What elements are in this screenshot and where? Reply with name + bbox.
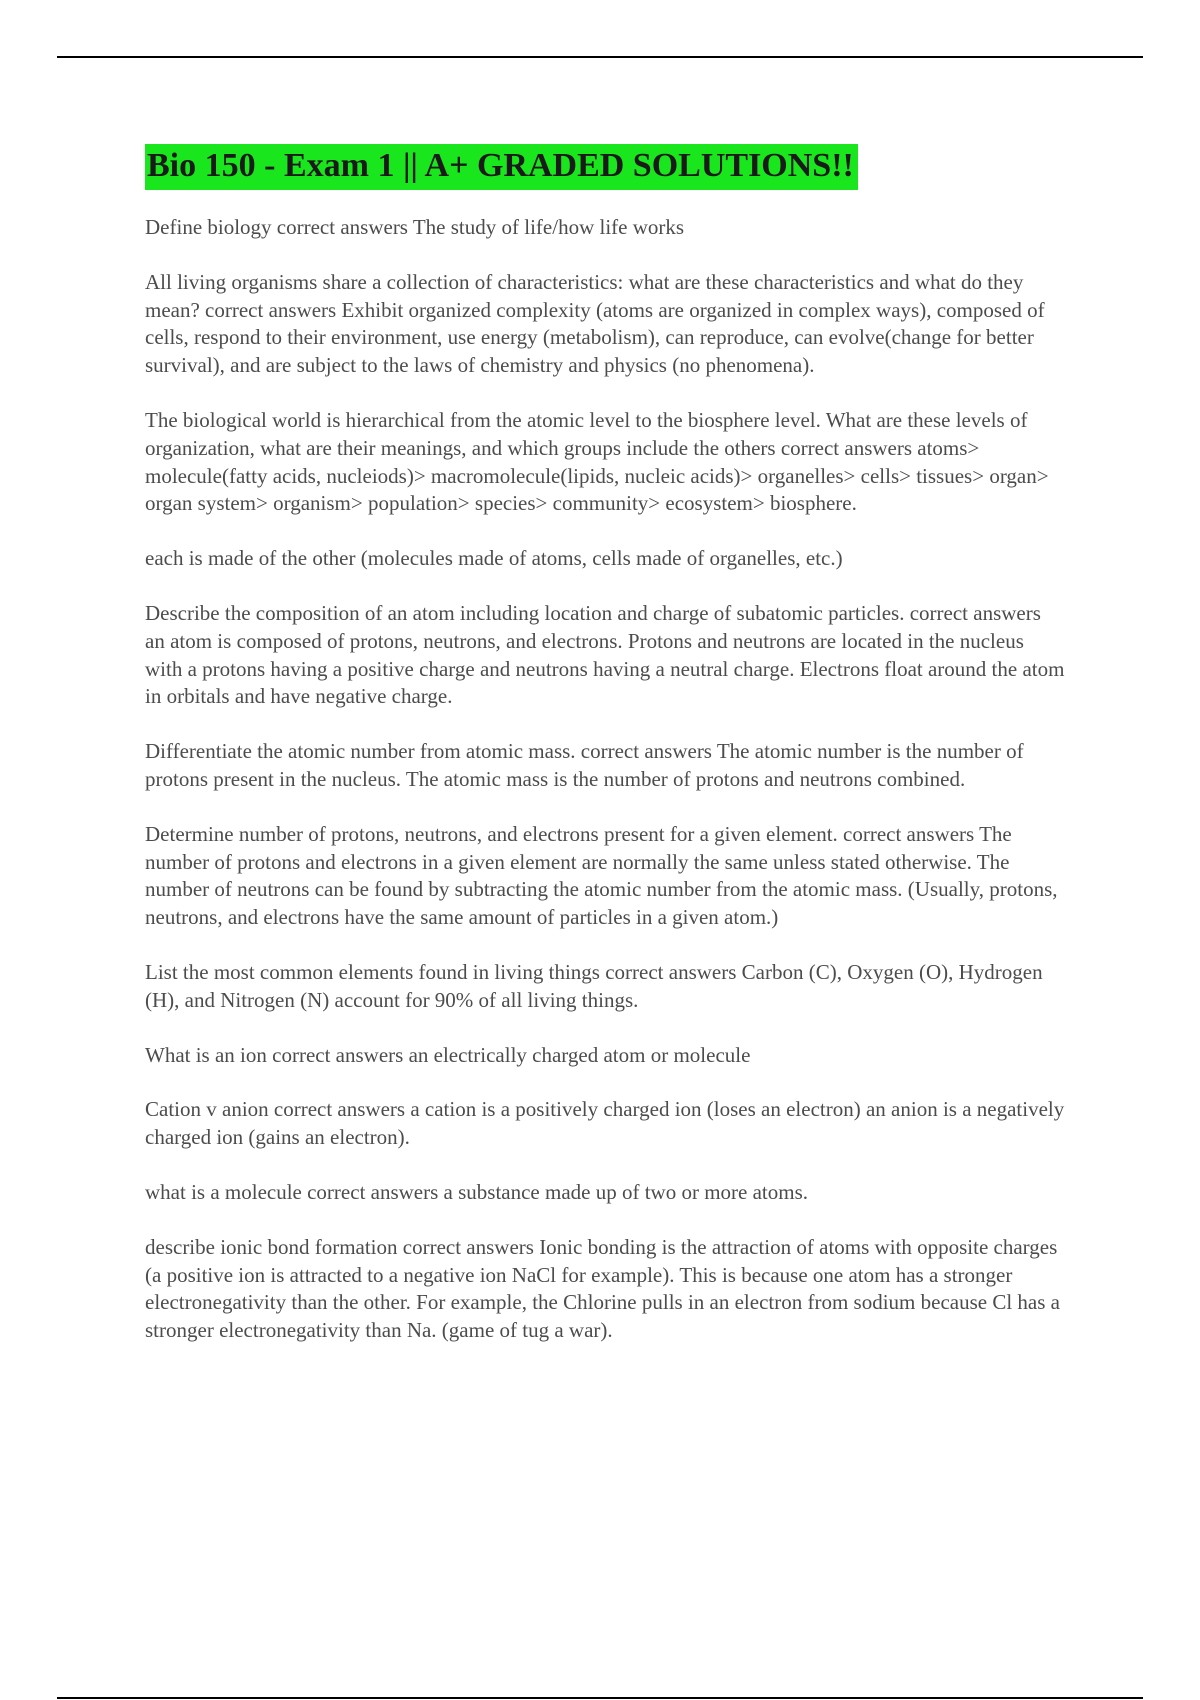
document-title: Bio 150 - Exam 1 || A+ GRADED SOLUTIONS!! [145, 144, 858, 190]
document-body [145, 144, 1065, 1345]
qa-paragraph-cation-anion: Cation v anion correct answers a cation is a positively charged ion (loses an electron) an anion is a negatively charged ion (gains an electron). [145, 1097, 1065, 1150]
qa-paragraph-molecule: what is a molecule correct answers a substance made up of two or more atoms. [145, 1179, 809, 1204]
qa-paragraph-characteristics: All living organisms share a collection of characteristics: what are these characteristics and what do they mean? correct answers Exhibit organized complexity (atoms are organized in complex ways), composed of cells, respond to their environment, use energy (metabolism), can reproduce, can evolve(change for better survival), and are subject to the laws of chemistry and physics (no phenomena). [145, 269, 1045, 378]
qa-paragraph-atomic-number-mass: Differentiate the atomic number from atomic mass. correct answers The atomic number is the number of protons present in the nucleus. The atomic mass is the number of protons and neutrons combined. [145, 739, 1024, 791]
qa-paragraph-atom-composition: Describe the composition of an atom including location and charge of subatomic particles. correct answers an atom is composed of protons, neutrons, and electrons. Protons and neutrons are located in the nucleus with a protons having a positive charge and neutrons having a neutral charge. Electrons float around the atom in orbitals and have negative charge. [145, 600, 1065, 709]
footer-rule [57, 1697, 1143, 1699]
qa-list [145, 214, 1065, 1345]
qa-paragraph-hierarchy-note: each is made of the other (molecules made of atoms, cells made of organelles, etc.) [145, 546, 843, 571]
qa-paragraph-ionic-bond: describe ionic bond formation correct answers Ionic bonding is the attraction of atoms with opposite charges (a positive ion is attracted to a negative ion NaCl for example). This is because one atom has a stronger electronegativity than the other. For example, the Chlorine pulls in an electron from sodium because Cl has a stronger electronegativity than Na. (game of tug a war). [145, 1234, 1060, 1343]
header-rule [57, 56, 1143, 58]
qa-paragraph-define-biology: Define biology correct answers The study of life/how life works [145, 215, 685, 239]
qa-paragraph-common-elements: List the most common elements found in living things correct answers Carbon (C), Oxygen (O), Hydrogen (H), and Nitrogen (N) account for 90% of all living things. [145, 959, 1043, 1012]
qa-paragraph-particle-counts: Determine number of protons, neutrons, and electrons present for a given element. correct answers The number of protons and electrons in a given element are normally the same unless stated otherwise. The number of neutrons can be found by subtracting the atomic number from the atomic mass. (Usually, protons, neutrons, and electrons have the same amount of particles in a given atom.) [145, 821, 1058, 930]
qa-paragraph-hierarchy: The biological world is hierarchical from the atomic level to the biosphere level. What are these levels of organization, what are their meanings, and which groups include the others correct answers atoms> molecule(fatty acids, nucleiods)> macromolecule(lipids, nucleic acids)> organelles> cells> tissues> organ> organ system> organism> population> species> community> ecosystem> biosphere. [145, 407, 1049, 516]
qa-paragraph-ion: What is an ion correct answers an electrically charged atom or molecule [145, 1042, 751, 1067]
